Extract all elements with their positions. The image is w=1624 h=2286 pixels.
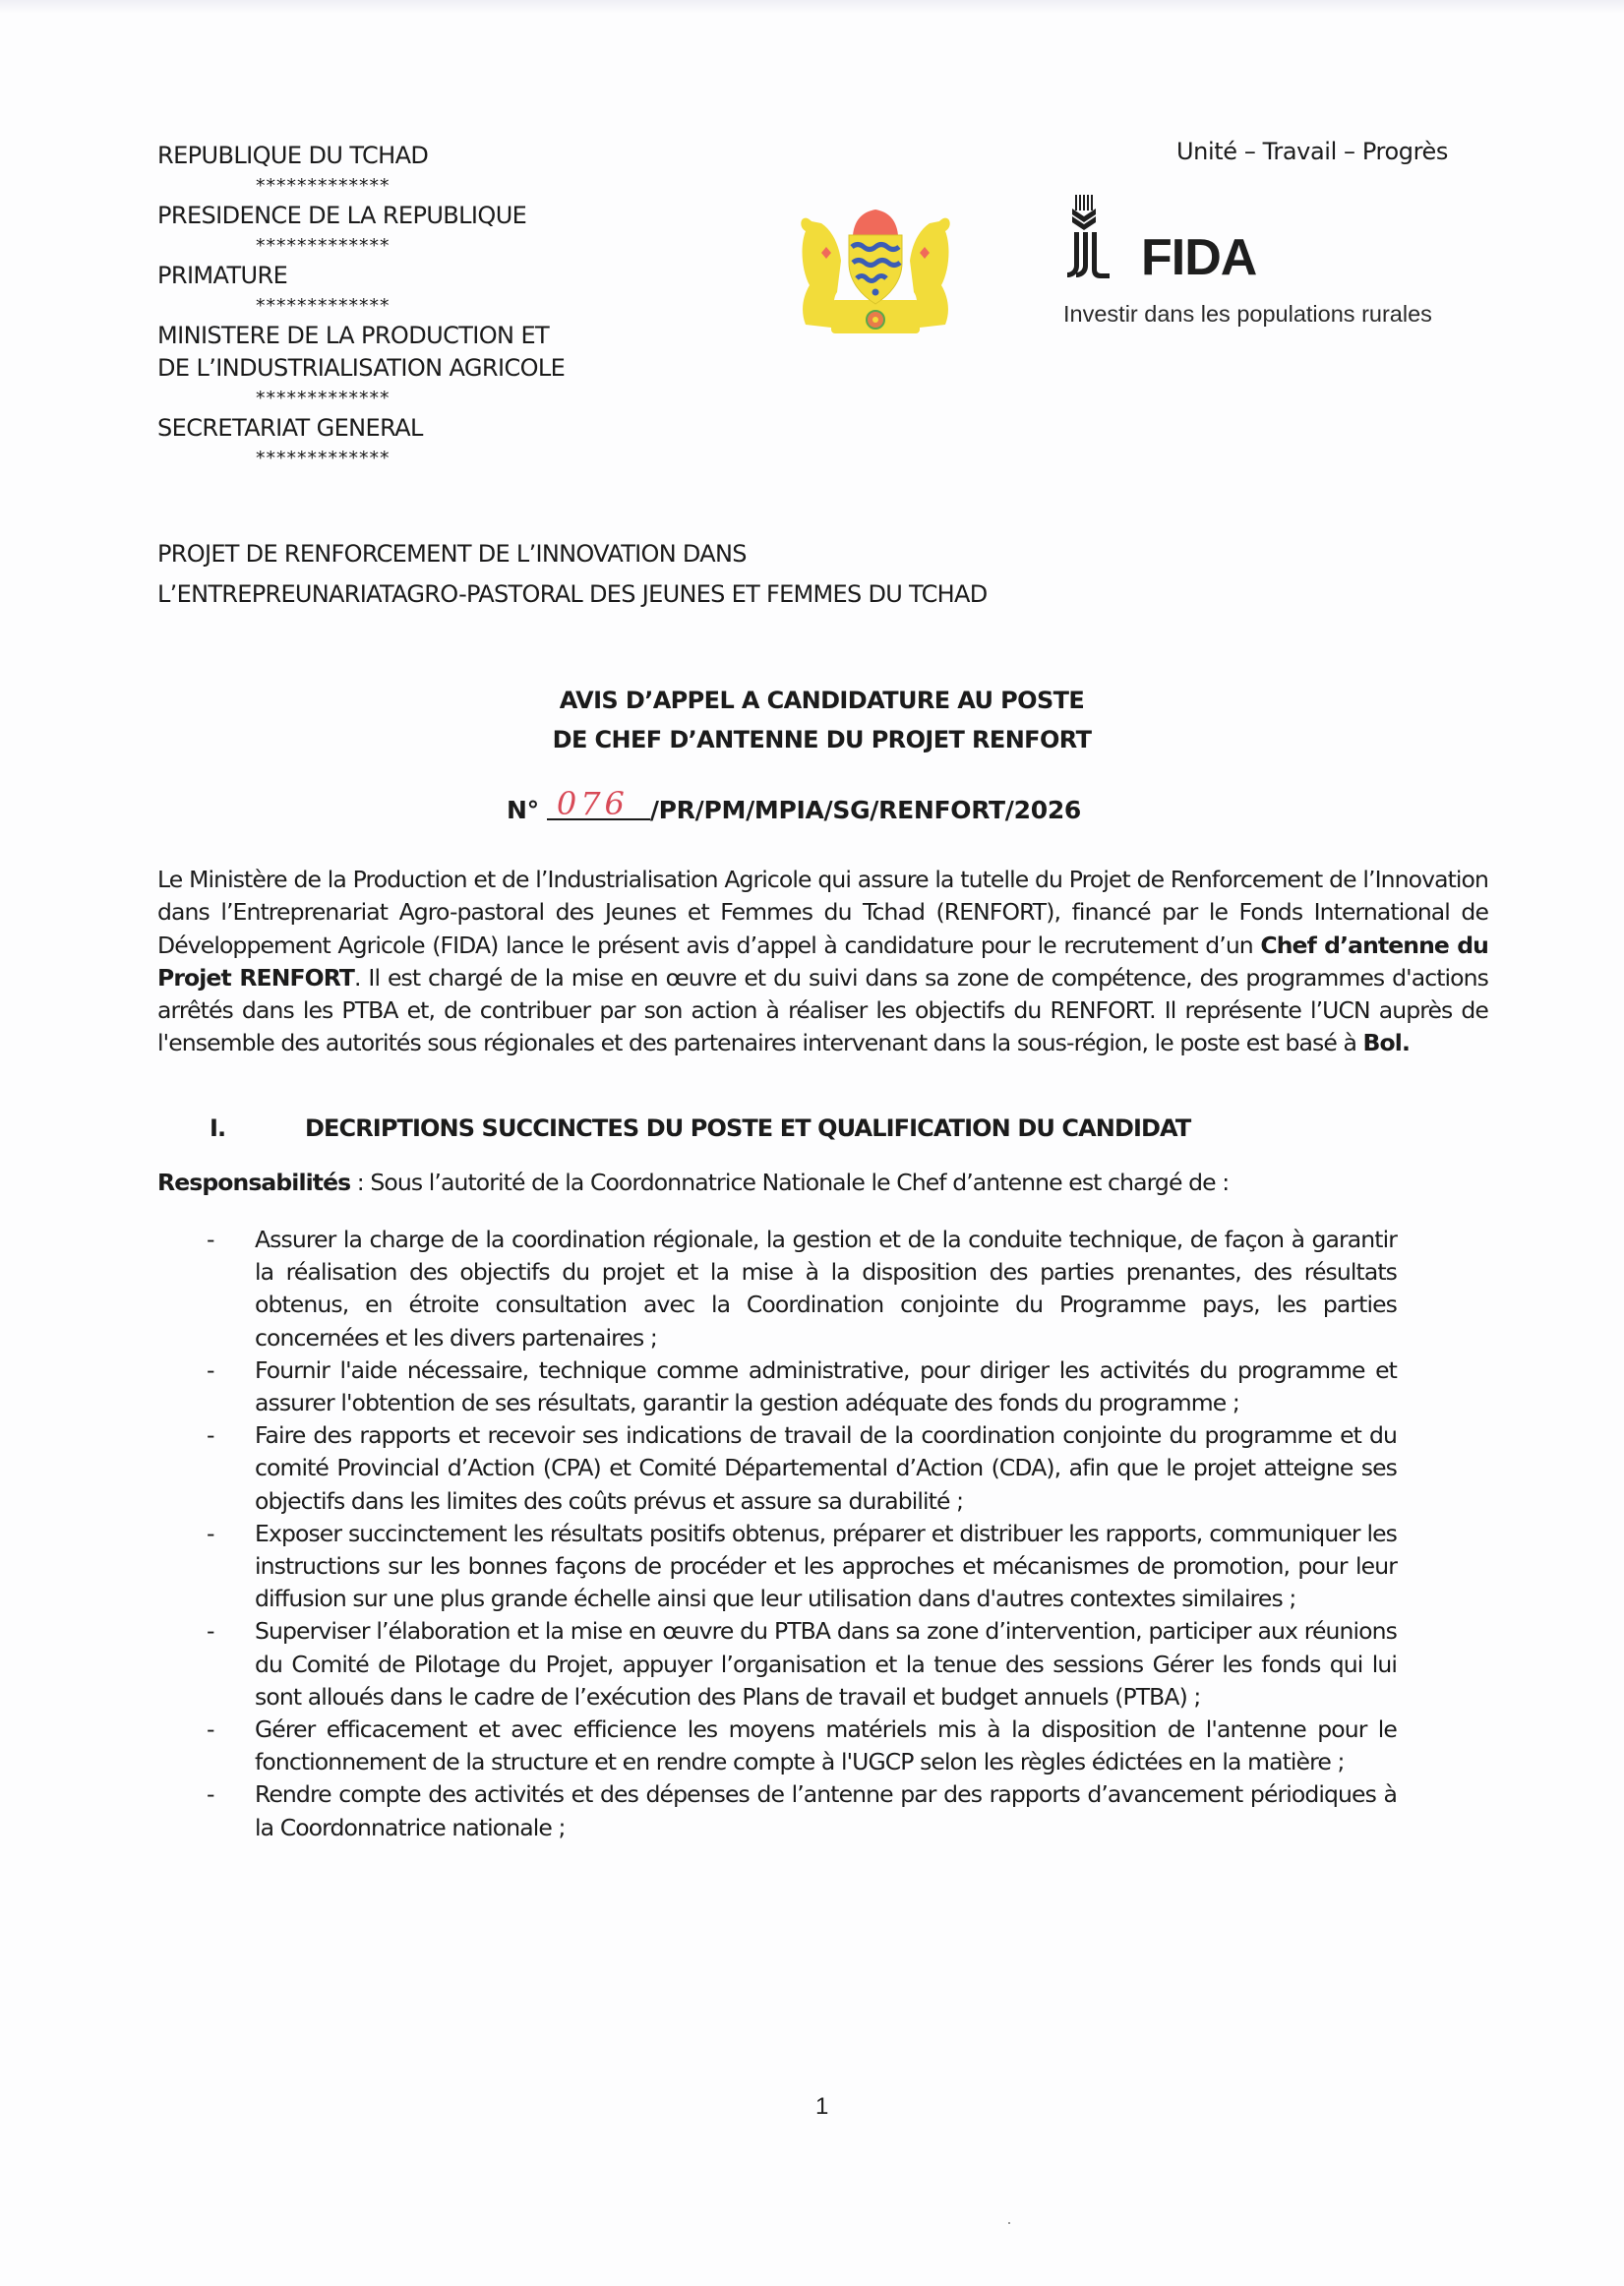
list-item [207,1419,1397,1518]
list-item [207,1615,1397,1714]
list-item-text: Superviser l’élaboration et la mise en œuvre du PTBA dans sa zone d’intervention, participer aux réunions du Comité de Pilotage du Projet, appuyer l’organisation et la tenue des sessions Gérer les fonds qui lui sont alloués dans le cadre de l’exécution des Plans de travail et budget annuels (PTBA) ; [255,1617,1397,1711]
fida-tagline: Investir dans les populations rurales [1063,301,1432,327]
scan-bleed-through [0,0,1624,14]
title-line1: AVIS D’APPEL A CANDIDATURE AU POSTE [559,687,1085,714]
letterhead-presidency: PRESIDENCE DE LA REPUBLIQUE [157,202,527,229]
reference-prefix: N° [507,796,539,824]
document-title [0,681,1624,759]
intro-text-1: Le Ministère de la Production et de l’Industrialisation Agricole qui assure la tutelle du Projet de Renforcement de l’Innovation dans l’Entreprenariat Agro-pastoral des Jeunes et Femmes du Tchad (RENFORT), financé par le Fonds International de Développement Agricole (FIDA) lance le présent avis d’appel à candidature pour le recrutement d’un [157,866,1488,959]
project-name-line2: L’ENTREPREUNARIATAGRO-PASTORAL DES JEUNES ET FEMMES DU TCHAD [157,580,988,608]
section-heading [210,1114,1190,1142]
separator-stars: ************* [256,388,391,409]
separator-stars: ************* [256,235,391,257]
bullet-dash: - [207,1519,214,1547]
separator-stars: ************* [256,448,391,469]
responsibilities-text: : Sous l’autorité de la Coordonnatrice Nationale le Chef d’antenne est chargé de : [350,1169,1230,1196]
letterhead-secretariat: SECRETARIAT GENERAL [157,414,423,442]
bullet-dash: - [207,1617,214,1646]
list-item [207,1518,1397,1616]
intro-text-2: . Il est chargé de la mise en œuvre et du suivi dans sa zone de compétence, des programmes d'actions arrêtés dans les PTBA et, de contribuer par son action à réaliser les objectifs du RENFORT. Il représente l’UCN auprès de l'ensemble des autorités sous régionales et des partenaires intervenant dans la sous-région, le poste est basé à [157,963,1489,1057]
letterhead-left [157,140,669,472]
list-item-text: Faire des rapports et recevoir ses indications de travail de la coordination conjointe du programme et du comité Provincial d’Action (CPA) et Comité Départemental d’Action (CDA), afin que le projet atteigne ses objectifs dans les limites des coûts prévus et assure sa durabilité ; [255,1421,1397,1515]
scan-speck [1008,2222,1010,2224]
letterhead-republic: REPUBLIQUE DU TCHAD [157,142,429,169]
list-item-text: Assurer la charge de la coordination régionale, la gestion et de la conduite technique, de façon à garantir la réalisation des objectifs du projet et la mise à la disposition des parties prenantes, des résultats obtenus, en étroite consultation avec la Coordination conjointe du Programme pays, les parties concernées et les divers partenaires ; [255,1226,1397,1352]
list-item [207,1714,1397,1778]
separator-stars: ************* [256,295,391,317]
list-item-text: Exposer succinctement les résultats positifs obtenus, préparer et distribuer les rapports, communiquer les instructions sur les bonnes façons de procéder et les approches et mécanismes de promotion, pour leur diffusion sur une plus grande échelle ainsi que leur utilisation dans d'autres contextes similaires ; [255,1519,1397,1613]
section-number: I. [210,1114,226,1142]
reference-number [507,785,1082,824]
list-item-text: Rendre compte des activités et des dépenses de l’antenne par des rapports d’avancement périodiques à la Coordonnatrice nationale ; [255,1780,1397,1841]
letterhead-primature: PRIMATURE [157,262,288,289]
list-item [207,1354,1397,1419]
list-item-text: Gérer efficacement et avec efficience les moyens matériels mis à la disposition de l'antenne pour le fonctionnement de la structure et en rendre compte à l'UGCP selon les règles édictées en la matière ; [255,1715,1397,1776]
project-name [157,534,988,615]
national-motto: Unité – Travail – Progrès [1176,138,1449,165]
list-item-text: Fournir l'aide nécessaire, technique comme administrative, pour diriger les activités du programme et assurer l'obtention de ses résultats, garantir la gestion adéquate des fonds du programme ; [255,1355,1397,1417]
bullet-dash: - [207,1355,214,1384]
intro-position-title: Chef d’antenne du Projet RENFORT [157,931,1488,992]
bullet-dash: - [207,1715,214,1744]
handwritten-number: 076 [556,785,629,822]
bullet-dash: - [207,1421,214,1450]
bullet-dash: - [207,1226,214,1253]
list-item [207,1224,1397,1354]
responsibilities-list [207,1224,1397,1844]
responsibilities-intro [157,1169,1229,1196]
reference-blank-line [547,785,650,822]
intro-location: Bol. [1362,1029,1410,1057]
section-title: DECRIPTIONS SUCCINCTES DU POSTE ET QUALIFICATION DU CANDIDAT [305,1114,1191,1142]
separator-stars: ************* [256,175,391,197]
chad-coat-of-arms-icon [792,202,959,339]
letterhead-ministry-line1: MINISTERE DE LA PRODUCTION ET [157,322,550,349]
reference-suffix: /PR/PM/MPIA/SG/RENFORT/2026 [649,796,1082,824]
project-name-line1: PROJET DE RENFORCEMENT DE L’INNOVATION DANS [157,540,747,568]
page-number: 1 [815,2093,829,2120]
fida-name: FIDA [1141,229,1257,286]
title-line2: DE CHEF D’ANTENNE DU PROJET RENFORT [552,726,1092,753]
responsibilities-label: Responsabilités [157,1169,351,1196]
letterhead-ministry-line2: DE L’INDUSTRIALISATION AGRICOLE [157,354,566,382]
intro-paragraph [157,864,1488,1060]
bullet-dash: - [207,1780,214,1809]
list-item [207,1778,1397,1843]
